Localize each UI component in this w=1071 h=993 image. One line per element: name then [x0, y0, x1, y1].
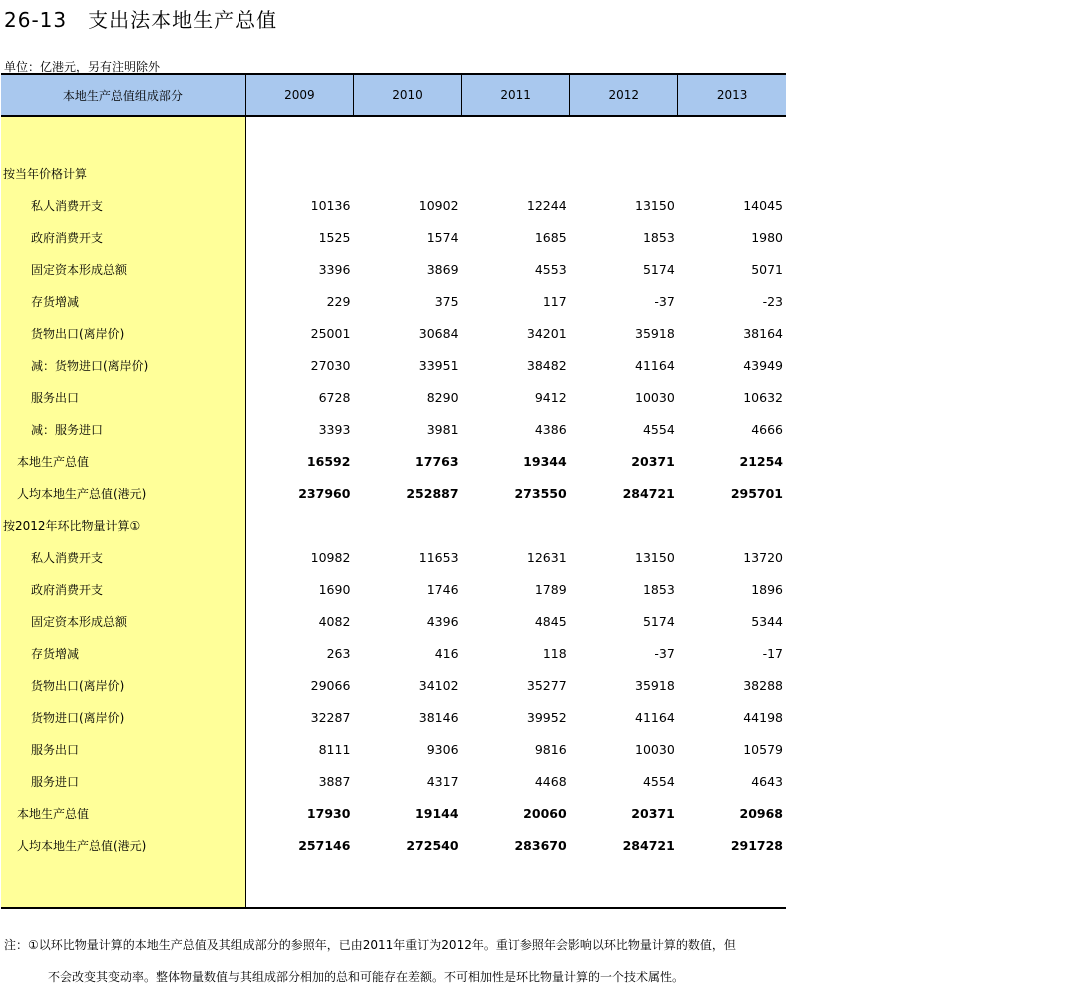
- row-label: 服务出口: [1, 381, 245, 413]
- table-row: [1, 605, 786, 637]
- total-value-cell: 283670: [514, 837, 567, 853]
- value-cell: 1685: [534, 229, 567, 245]
- table-row: [1, 573, 786, 605]
- value-cell: 9816: [534, 741, 567, 757]
- gdp-table: [1, 73, 786, 909]
- value-cell: -37: [654, 293, 675, 309]
- value-cell: 4554: [642, 773, 675, 789]
- header-year: 2009: [245, 74, 353, 116]
- value-cell-empty: [570, 157, 678, 189]
- total-value-cell: 20968: [739, 805, 783, 821]
- row-label: 固定资本形成总额: [1, 253, 245, 285]
- value-cell: 33951: [418, 357, 459, 373]
- row-label: 政府消费开支: [1, 573, 245, 605]
- section-heading-row: [1, 157, 786, 189]
- value-cell: 5344: [751, 613, 783, 629]
- value-cell: 38146: [418, 709, 459, 725]
- value-cell: 41164: [635, 357, 675, 373]
- value-cell: 38288: [743, 677, 783, 693]
- value-cell: 4317: [426, 773, 459, 789]
- total-value-cell: 272540: [406, 837, 459, 853]
- value-cell: 10030: [635, 389, 675, 405]
- table-row: [1, 349, 786, 381]
- value-cell: 35277: [526, 677, 567, 693]
- total-value-cell: 273550: [514, 485, 567, 501]
- table-row: [1, 765, 786, 797]
- value-cell: 4554: [642, 421, 675, 437]
- total-value-cell: 237960: [298, 485, 351, 501]
- total-value-cell: 19344: [523, 453, 567, 469]
- value-cell: 13720: [743, 549, 783, 565]
- value-cell: 4643: [751, 773, 783, 789]
- table-row: [1, 669, 786, 701]
- spacer-row-end: [1, 861, 786, 908]
- table-row: [1, 701, 786, 733]
- table-row: [1, 381, 786, 413]
- table-row: [1, 733, 786, 765]
- value-cell: -17: [762, 645, 783, 661]
- row-label: 私人消费开支: [1, 189, 245, 221]
- footnote-line-2: 不会改变其变动率。整体物量数值与其组成部分相加的总和可能存在差额。不可相加性是环比物量计算的一个技术属性。: [48, 970, 685, 984]
- value-cell: 34102: [418, 677, 459, 693]
- table-row: [1, 413, 786, 445]
- value-cell: 4553: [534, 261, 567, 277]
- value-cell: 5174: [642, 613, 675, 629]
- total-value-cell: 291728: [730, 837, 783, 853]
- value-cell-empty: [462, 157, 570, 189]
- value-cell-empty: [245, 861, 353, 908]
- total-value-cell: 295701: [730, 485, 783, 501]
- value-cell: 12244: [526, 197, 567, 213]
- total-value-cell: 20371: [631, 453, 675, 469]
- row-label: 货物进口(离岸价): [1, 701, 245, 733]
- value-cell: 10136: [310, 197, 351, 213]
- value-cell: 3981: [426, 421, 459, 437]
- value-cell-empty: [462, 116, 570, 157]
- table-row: [1, 317, 786, 349]
- value-cell: 1746: [426, 581, 459, 597]
- value-cell: 3396: [318, 261, 351, 277]
- value-cell: 10982: [310, 549, 351, 565]
- table-row: [1, 637, 786, 669]
- row-label: 存货增减: [1, 285, 245, 317]
- value-cell: 4082: [318, 613, 351, 629]
- value-cell: 1574: [426, 229, 459, 245]
- value-cell: 4386: [534, 421, 567, 437]
- value-cell: 10579: [743, 741, 783, 757]
- value-cell: 1853: [642, 229, 675, 245]
- value-cell-empty: [678, 509, 786, 541]
- total-value-cell: 257146: [298, 837, 351, 853]
- value-cell: 25001: [310, 325, 351, 341]
- value-cell: 1980: [751, 229, 783, 245]
- section-heading: 按2012年环比物量计算①: [1, 509, 245, 541]
- value-cell-empty: [353, 116, 461, 157]
- value-cell: 5071: [751, 261, 783, 277]
- label-cell-empty: [1, 116, 245, 157]
- value-cell-empty: [570, 509, 678, 541]
- value-cell: 1853: [642, 581, 675, 597]
- table-row: [1, 285, 786, 317]
- total-value-cell: 284721: [622, 485, 675, 501]
- table-row: [1, 253, 786, 285]
- value-cell: 1896: [751, 581, 783, 597]
- header-label-col: 本地生产总值组成部分: [1, 74, 245, 116]
- value-cell: 38164: [743, 325, 783, 341]
- row-label: 服务进口: [1, 765, 245, 797]
- value-cell: 118: [542, 645, 567, 661]
- row-label: 货物出口(离岸价): [1, 669, 245, 701]
- total-value-cell: 16592: [306, 453, 351, 469]
- value-cell: 39952: [526, 709, 567, 725]
- header-year: 2012: [570, 74, 678, 116]
- header-year: 2011: [462, 74, 570, 116]
- value-cell-empty: [353, 509, 461, 541]
- page-title: 26-13 支出法本地生产总值: [4, 8, 278, 32]
- value-cell-empty: [353, 157, 461, 189]
- row-label: 存货增减: [1, 637, 245, 669]
- value-cell: 8290: [426, 389, 459, 405]
- value-cell-empty: [570, 861, 678, 908]
- section-heading-row: [1, 509, 786, 541]
- value-cell: 10030: [635, 741, 675, 757]
- value-cell: 6728: [318, 389, 351, 405]
- value-cell: 29066: [310, 677, 351, 693]
- value-cell: 1690: [318, 581, 351, 597]
- table-row: [1, 189, 786, 221]
- total-row: [1, 797, 786, 829]
- total-value-cell: 17763: [415, 453, 459, 469]
- value-cell: 4666: [751, 421, 783, 437]
- total-label: 本地生产总值: [1, 797, 245, 829]
- value-cell: 30684: [418, 325, 459, 341]
- label-cell-empty: [1, 861, 245, 908]
- header-row: [1, 74, 786, 116]
- total-value-cell: 20060: [523, 805, 567, 821]
- value-cell: 4468: [534, 773, 567, 789]
- value-cell: 4845: [534, 613, 567, 629]
- value-cell: 35918: [635, 325, 675, 341]
- value-cell: 32287: [310, 709, 351, 725]
- value-cell: 8111: [318, 741, 351, 757]
- table-row: [1, 221, 786, 253]
- value-cell: 35918: [635, 677, 675, 693]
- value-cell-empty: [678, 861, 786, 908]
- value-cell: 27030: [310, 357, 351, 373]
- total-label: 人均本地生产总值(港元): [1, 477, 245, 509]
- value-cell: 416: [434, 645, 459, 661]
- value-cell: 263: [326, 645, 351, 661]
- value-cell: -23: [762, 293, 783, 309]
- value-cell-empty: [462, 509, 570, 541]
- value-cell: 13150: [635, 197, 675, 213]
- value-cell: 12631: [526, 549, 567, 565]
- value-cell: 9412: [534, 389, 567, 405]
- total-row: [1, 829, 786, 861]
- value-cell: 117: [542, 293, 567, 309]
- value-cell-empty: [245, 116, 353, 157]
- value-cell: 43949: [743, 357, 783, 373]
- value-cell-empty: [462, 861, 570, 908]
- value-cell: 44198: [743, 709, 783, 725]
- table-row: [1, 541, 786, 573]
- value-cell: 11653: [418, 549, 459, 565]
- value-cell: 9306: [426, 741, 459, 757]
- value-cell-empty: [678, 157, 786, 189]
- value-cell: 1789: [534, 581, 567, 597]
- value-cell: 1525: [318, 229, 351, 245]
- value-cell: -37: [654, 645, 675, 661]
- footnote-line-1: 注：①以环比物量计算的本地生产总值及其组成部分的参照年，已由2011年重订为2012年。重订参照年会影响以环比物量计算的数值，但: [4, 938, 736, 952]
- spacer-row: [1, 116, 786, 157]
- value-cell: 41164: [635, 709, 675, 725]
- value-cell-empty: [678, 116, 786, 157]
- value-cell: 3887: [318, 773, 351, 789]
- total-value-cell: 20371: [631, 805, 675, 821]
- header-year: 2013: [678, 74, 786, 116]
- value-cell: 10632: [743, 389, 783, 405]
- total-label: 人均本地生产总值(港元): [1, 829, 245, 861]
- total-value-cell: 19144: [415, 805, 459, 821]
- total-value-cell: 21254: [739, 453, 783, 469]
- value-cell: 34201: [526, 325, 567, 341]
- value-cell: 3869: [426, 261, 459, 277]
- total-value-cell: 252887: [406, 485, 459, 501]
- value-cell: 13150: [635, 549, 675, 565]
- row-label: 政府消费开支: [1, 221, 245, 253]
- row-label: 服务出口: [1, 733, 245, 765]
- row-label: 减：服务进口: [1, 413, 245, 445]
- value-cell: 4396: [426, 613, 459, 629]
- total-row: [1, 445, 786, 477]
- row-label: 固定资本形成总额: [1, 605, 245, 637]
- value-cell-empty: [245, 509, 353, 541]
- footnote: [4, 929, 794, 993]
- total-value-cell: 17930: [306, 805, 351, 821]
- header-year: 2010: [353, 74, 461, 116]
- section-heading: 按当年价格计算: [1, 157, 245, 189]
- value-cell: 38482: [526, 357, 567, 373]
- total-value-cell: 284721: [622, 837, 675, 853]
- value-cell-empty: [245, 157, 353, 189]
- total-row: [1, 477, 786, 509]
- total-label: 本地生产总值: [1, 445, 245, 477]
- row-label: 货物出口(离岸价): [1, 317, 245, 349]
- value-cell: 10902: [418, 197, 459, 213]
- value-cell: 229: [326, 293, 351, 309]
- row-label: 减：货物进口(离岸价): [1, 349, 245, 381]
- value-cell-empty: [353, 861, 461, 908]
- value-cell-empty: [570, 116, 678, 157]
- value-cell: 3393: [318, 421, 351, 437]
- value-cell: 14045: [743, 197, 783, 213]
- unit-note: 单位：亿港元，另有注明除外: [4, 60, 161, 74]
- value-cell: 375: [434, 293, 459, 309]
- value-cell: 5174: [642, 261, 675, 277]
- row-label: 私人消费开支: [1, 541, 245, 573]
